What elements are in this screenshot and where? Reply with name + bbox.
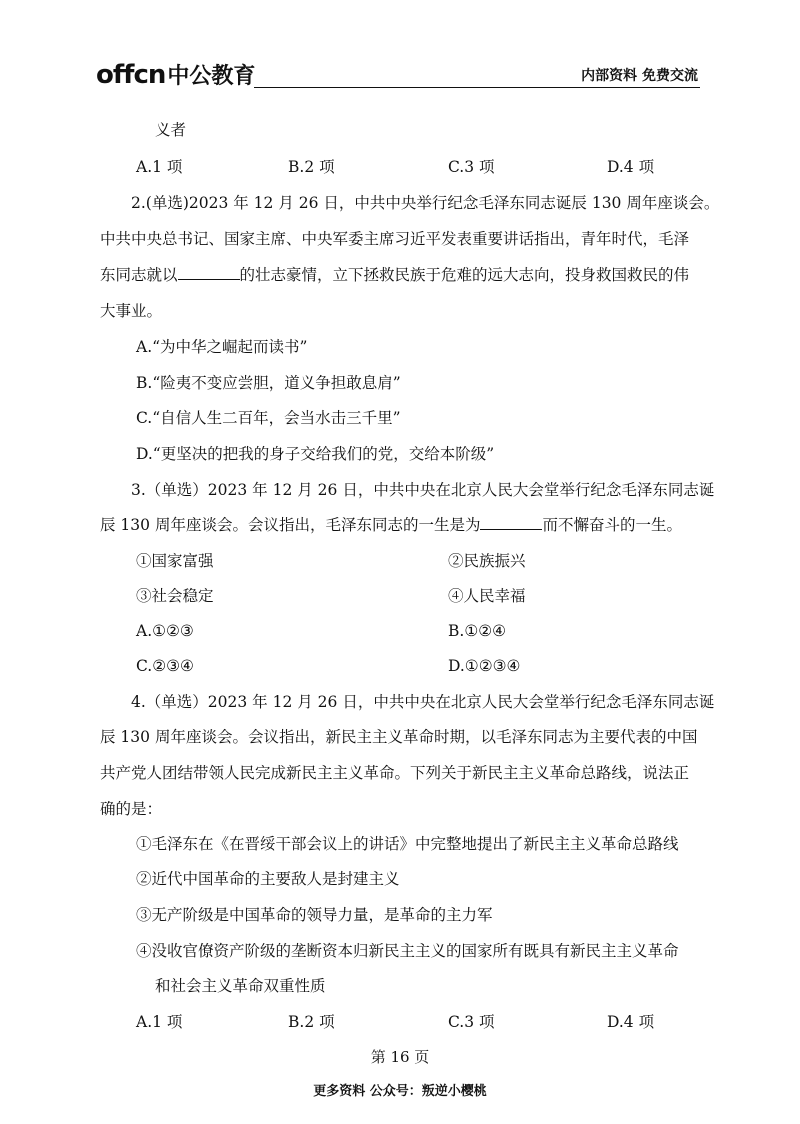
page-number: 第 16 页 bbox=[370, 1048, 430, 1066]
q3-stem-line1: 3.（单选）2023 年 12 月 26 日，中共中央在北京人民大会堂举行纪念毛泽东同志诞 bbox=[131, 481, 715, 499]
q2-option-d: D.“更坚决的把我的身子交给我们的党，交给本阶级” bbox=[136, 445, 495, 463]
q3-answer-blank bbox=[480, 515, 542, 530]
q3-item-4: ④人民幸福 bbox=[448, 587, 526, 605]
q3-stem-line2-post: 而不懈奋斗的一生。 bbox=[542, 516, 682, 534]
q1-option-b: B.2 项 bbox=[288, 158, 335, 176]
q2-option-a: A.“为中华之崛起而读书” bbox=[136, 338, 308, 356]
q1-continuation: 义者 bbox=[155, 121, 187, 139]
q4-stem-line2: 辰 130 周年座谈会。会议指出，新民主主义革命时期，以毛泽东同志为主要代表的中国 bbox=[100, 728, 698, 746]
q2-option-b: B.“险夷不变应尝胆，道义争担敢息肩” bbox=[136, 374, 401, 392]
q4-option-b: B.2 项 bbox=[288, 1013, 335, 1031]
q3-item-1: ①国家富强 bbox=[136, 552, 214, 570]
q3-option-d: D.①②③④ bbox=[448, 657, 521, 675]
q2-option-c: C.“自信人生二百年，会当水击三千里” bbox=[136, 409, 401, 427]
q3-option-a: A.①②③ bbox=[136, 622, 194, 640]
q4-stem-line1: 4.（单选）2023 年 12 月 26 日，中共中央在北京人民大会堂举行纪念毛泽东同志诞 bbox=[131, 693, 715, 711]
q4-option-a: A.1 项 bbox=[136, 1013, 183, 1031]
q4-statement-4: ④没收官僚资产阶级的垄断资本归新民主主义的国家所有既具有新民主主义革命 bbox=[136, 942, 679, 960]
logo-text-en: offcn bbox=[96, 60, 166, 90]
q4-statement-1: ①毛泽东在《在晋绥干部会议上的讲话》中完整地提出了新民主主义革命总路线 bbox=[136, 835, 679, 853]
q4-option-c: C.3 项 bbox=[448, 1013, 495, 1031]
q3-item-3: ③社会稳定 bbox=[136, 587, 214, 605]
q4-option-d: D.4 项 bbox=[607, 1013, 655, 1031]
q3-option-c: C.②③④ bbox=[136, 657, 194, 675]
q3-option-b: B.①②④ bbox=[448, 622, 507, 640]
q4-stem-line4: 确的是： bbox=[100, 800, 163, 818]
q2-answer-blank bbox=[178, 265, 240, 280]
logo-text-cn: 中公教育 bbox=[167, 64, 256, 89]
page-header bbox=[96, 58, 700, 92]
q2-stem-line2: 中共中央总书记、国家主席、中央军委主席习近平发表重要讲话指出，青年时代，毛泽 bbox=[100, 230, 690, 248]
q1-option-c: C.3 项 bbox=[448, 158, 495, 176]
q1-option-a: A.1 项 bbox=[136, 158, 183, 176]
header-tagline: 内部资料 免费交流 bbox=[581, 68, 698, 84]
q4-statement-2: ②近代中国革命的主要敌人是封建主义 bbox=[136, 870, 400, 888]
footer-note: 更多资料 公众号：叛逆小樱桃 bbox=[313, 1084, 487, 1099]
q2-stem-line3-pre: 东同志就以 bbox=[100, 266, 178, 284]
q2-stem-line3 bbox=[100, 265, 689, 285]
offcn-logo bbox=[96, 58, 255, 90]
q3-stem-line2 bbox=[100, 515, 682, 535]
header-rule bbox=[254, 87, 700, 88]
q2-stem-line1: 2.(单选)2023 年 12 月 26 日，中共中央举行纪念毛泽东同志诞辰 130 周年座谈会。 bbox=[131, 194, 720, 212]
q4-stem-line3: 共产党人团结带领人民完成新民主主义革命。下列关于新民主主义革命总路线，说法正 bbox=[100, 764, 690, 782]
q3-stem-line2-pre: 辰 130 周年座谈会。会议指出，毛泽东同志的一生是为 bbox=[100, 516, 481, 534]
q4-statement-4-cont: 和社会主义革命双重性质 bbox=[155, 977, 326, 995]
q1-option-d: D.4 项 bbox=[607, 158, 655, 176]
q2-stem-line4: 大事业。 bbox=[100, 302, 163, 320]
q2-stem-line3-post: 的壮志豪情，立下拯救民族于危难的远大志向，投身救国救民的伟 bbox=[239, 266, 690, 284]
q4-statement-3: ③无产阶级是中国革命的领导力量，是革命的主力军 bbox=[136, 906, 493, 924]
q3-item-2: ②民族振兴 bbox=[448, 552, 526, 570]
